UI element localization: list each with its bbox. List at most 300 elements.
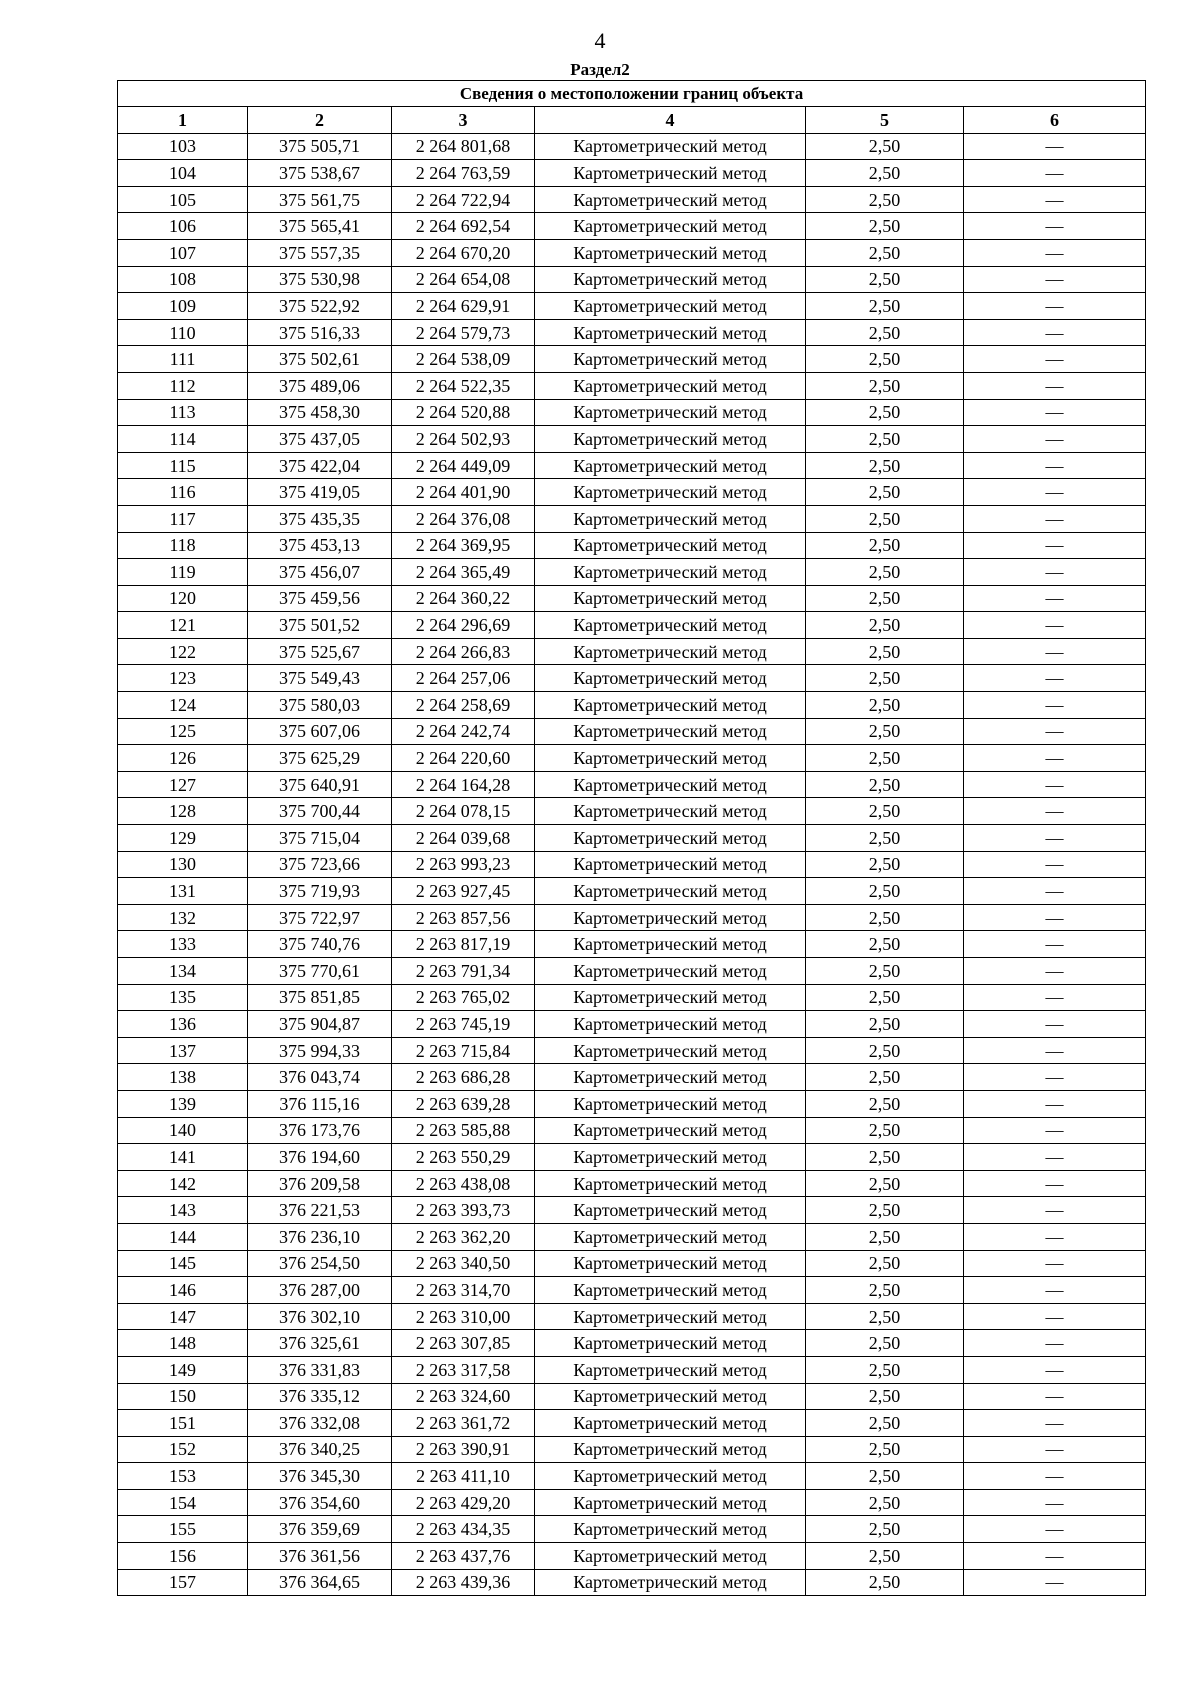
point-number-cell: 112	[118, 372, 248, 399]
method-cell: Картометрический метод	[535, 346, 806, 373]
y-coordinate-cell: 2 264 502,93	[392, 426, 535, 453]
method-cell: Картометрический метод	[535, 931, 806, 958]
accuracy-cell: 2,50	[806, 186, 964, 213]
table-row	[118, 372, 1146, 399]
y-coordinate-cell: 2 264 522,35	[392, 372, 535, 399]
accuracy-cell: 2,50	[806, 771, 964, 798]
accuracy-cell: 2,50	[806, 1090, 964, 1117]
description-cell: —	[964, 931, 1146, 958]
method-cell: Картометрический метод	[535, 186, 806, 213]
accuracy-cell: 2,50	[806, 319, 964, 346]
x-coordinate-cell: 375 422,04	[248, 452, 392, 479]
table-row	[118, 186, 1146, 213]
point-number-cell: 103	[118, 133, 248, 160]
description-cell: —	[964, 1144, 1146, 1171]
method-cell: Картометрический метод	[535, 1543, 806, 1570]
description-cell: —	[964, 771, 1146, 798]
y-coordinate-cell: 2 264 365,49	[392, 559, 535, 586]
method-cell: Картометрический метод	[535, 426, 806, 453]
description-cell: —	[964, 1250, 1146, 1277]
page-number: 4	[594, 28, 606, 53]
y-coordinate-cell: 2 263 437,76	[392, 1543, 535, 1570]
point-number-cell: 119	[118, 559, 248, 586]
description-cell: —	[964, 319, 1146, 346]
description-cell: —	[964, 1064, 1146, 1091]
point-number-cell: 131	[118, 878, 248, 905]
y-coordinate-cell: 2 264 763,59	[392, 160, 535, 187]
description-cell: —	[964, 479, 1146, 506]
method-cell: Картометрический метод	[535, 1037, 806, 1064]
description-cell: —	[964, 160, 1146, 187]
table-row	[118, 1170, 1146, 1197]
method-cell: Картометрический метод	[535, 718, 806, 745]
x-coordinate-cell: 376 236,10	[248, 1223, 392, 1250]
x-coordinate-cell: 376 359,69	[248, 1516, 392, 1543]
accuracy-cell: 2,50	[806, 745, 964, 772]
point-number-cell: 117	[118, 505, 248, 532]
x-coordinate-cell: 375 770,61	[248, 958, 392, 985]
x-coordinate-cell: 375 505,71	[248, 133, 392, 160]
accuracy-cell: 2,50	[806, 931, 964, 958]
method-cell: Картометрический метод	[535, 133, 806, 160]
description-cell: —	[964, 958, 1146, 985]
point-number-cell: 124	[118, 692, 248, 719]
column-header: 3	[392, 107, 535, 134]
description-cell: —	[964, 213, 1146, 240]
accuracy-cell: 2,50	[806, 213, 964, 240]
x-coordinate-cell: 376 354,60	[248, 1489, 392, 1516]
method-cell: Картометрический метод	[535, 1144, 806, 1171]
y-coordinate-cell: 2 264 722,94	[392, 186, 535, 213]
point-number-cell: 153	[118, 1463, 248, 1490]
description-cell: —	[964, 851, 1146, 878]
accuracy-cell: 2,50	[806, 1463, 964, 1490]
accuracy-cell: 2,50	[806, 160, 964, 187]
description-cell: —	[964, 904, 1146, 931]
point-number-cell: 122	[118, 638, 248, 665]
table-row	[118, 1144, 1146, 1171]
point-number-cell: 109	[118, 293, 248, 320]
description-cell: —	[964, 532, 1146, 559]
table-row	[118, 1277, 1146, 1304]
method-cell: Картометрический метод	[535, 559, 806, 586]
accuracy-cell: 2,50	[806, 1223, 964, 1250]
description-cell: —	[964, 1223, 1146, 1250]
x-coordinate-cell: 375 723,66	[248, 851, 392, 878]
table-row	[118, 1463, 1146, 1490]
x-coordinate-cell: 375 419,05	[248, 479, 392, 506]
x-coordinate-cell: 375 501,52	[248, 612, 392, 639]
accuracy-cell: 2,50	[806, 958, 964, 985]
x-coordinate-cell: 375 557,35	[248, 239, 392, 266]
point-number-cell: 151	[118, 1410, 248, 1437]
y-coordinate-cell: 2 263 791,34	[392, 958, 535, 985]
table-row	[118, 213, 1146, 240]
y-coordinate-cell: 2 263 390,91	[392, 1436, 535, 1463]
description-cell: —	[964, 798, 1146, 825]
x-coordinate-cell: 375 740,76	[248, 931, 392, 958]
accuracy-cell: 2,50	[806, 452, 964, 479]
x-coordinate-cell: 376 331,83	[248, 1356, 392, 1383]
y-coordinate-cell: 2 264 078,15	[392, 798, 535, 825]
y-coordinate-cell: 2 263 317,58	[392, 1356, 535, 1383]
column-header: 6	[964, 107, 1146, 134]
x-coordinate-cell: 375 435,35	[248, 505, 392, 532]
table-row	[118, 1356, 1146, 1383]
point-number-cell: 128	[118, 798, 248, 825]
y-coordinate-cell: 2 264 654,08	[392, 266, 535, 293]
x-coordinate-cell: 376 115,16	[248, 1090, 392, 1117]
accuracy-cell: 2,50	[806, 825, 964, 852]
point-number-cell: 139	[118, 1090, 248, 1117]
point-number-cell: 145	[118, 1250, 248, 1277]
description-cell: —	[964, 745, 1146, 772]
description-cell: —	[964, 1383, 1146, 1410]
description-cell: —	[964, 1436, 1146, 1463]
table-row	[118, 1117, 1146, 1144]
method-cell: Картометрический метод	[535, 452, 806, 479]
table-row	[118, 1090, 1146, 1117]
method-cell: Картометрический метод	[535, 293, 806, 320]
table-body	[118, 133, 1146, 1596]
point-number-cell: 154	[118, 1489, 248, 1516]
x-coordinate-cell: 376 335,12	[248, 1383, 392, 1410]
point-number-cell: 107	[118, 239, 248, 266]
description-cell: —	[964, 1516, 1146, 1543]
x-coordinate-cell: 375 530,98	[248, 266, 392, 293]
point-number-cell: 113	[118, 399, 248, 426]
method-cell: Картометрический метод	[535, 1330, 806, 1357]
accuracy-cell: 2,50	[806, 1064, 964, 1091]
point-number-cell: 147	[118, 1303, 248, 1330]
point-number-cell: 132	[118, 904, 248, 931]
boundary-coordinates-table	[117, 80, 1146, 1596]
table-row	[118, 798, 1146, 825]
column-header: 4	[535, 107, 806, 134]
method-cell: Картометрический метод	[535, 665, 806, 692]
method-cell: Картометрический метод	[535, 1223, 806, 1250]
accuracy-cell: 2,50	[806, 585, 964, 612]
method-cell: Картометрический метод	[535, 1197, 806, 1224]
table-row	[118, 266, 1146, 293]
method-cell: Картометрический метод	[535, 1410, 806, 1437]
description-cell: —	[964, 878, 1146, 905]
y-coordinate-cell: 2 263 550,29	[392, 1144, 535, 1171]
x-coordinate-cell: 375 525,67	[248, 638, 392, 665]
method-cell: Картометрический метод	[535, 532, 806, 559]
table-row	[118, 559, 1146, 586]
table-row	[118, 984, 1146, 1011]
point-number-cell: 118	[118, 532, 248, 559]
x-coordinate-cell: 376 364,65	[248, 1569, 392, 1596]
point-number-cell: 137	[118, 1037, 248, 1064]
method-cell: Картометрический метод	[535, 1383, 806, 1410]
table-header-row	[118, 107, 1146, 134]
table-row	[118, 638, 1146, 665]
description-cell: —	[964, 399, 1146, 426]
x-coordinate-cell: 376 194,60	[248, 1144, 392, 1171]
x-coordinate-cell: 375 565,41	[248, 213, 392, 240]
method-cell: Картометрический метод	[535, 1489, 806, 1516]
y-coordinate-cell: 2 263 361,72	[392, 1410, 535, 1437]
point-number-cell: 116	[118, 479, 248, 506]
description-cell: —	[964, 1117, 1146, 1144]
point-number-cell: 135	[118, 984, 248, 1011]
accuracy-cell: 2,50	[806, 133, 964, 160]
point-number-cell: 127	[118, 771, 248, 798]
y-coordinate-cell: 2 264 220,60	[392, 745, 535, 772]
table-caption: Сведения о местоположении границ объекта	[118, 81, 1146, 107]
x-coordinate-cell: 376 325,61	[248, 1330, 392, 1357]
table-row	[118, 532, 1146, 559]
table-row	[118, 319, 1146, 346]
point-number-cell: 143	[118, 1197, 248, 1224]
table-row	[118, 958, 1146, 985]
y-coordinate-cell: 2 264 801,68	[392, 133, 535, 160]
x-coordinate-cell: 375 561,75	[248, 186, 392, 213]
description-cell: —	[964, 239, 1146, 266]
accuracy-cell: 2,50	[806, 1037, 964, 1064]
y-coordinate-cell: 2 264 164,28	[392, 771, 535, 798]
point-number-cell: 152	[118, 1436, 248, 1463]
accuracy-cell: 2,50	[806, 1197, 964, 1224]
method-cell: Картометрический метод	[535, 1356, 806, 1383]
point-number-cell: 110	[118, 319, 248, 346]
method-cell: Картометрический метод	[535, 1303, 806, 1330]
method-cell: Картометрический метод	[535, 851, 806, 878]
y-coordinate-cell: 2 264 257,06	[392, 665, 535, 692]
table-row	[118, 878, 1146, 905]
y-coordinate-cell: 2 263 993,23	[392, 851, 535, 878]
x-coordinate-cell: 375 458,30	[248, 399, 392, 426]
y-coordinate-cell: 2 263 639,28	[392, 1090, 535, 1117]
y-coordinate-cell: 2 263 765,02	[392, 984, 535, 1011]
y-coordinate-cell: 2 263 439,36	[392, 1569, 535, 1596]
x-coordinate-cell: 375 904,87	[248, 1011, 392, 1038]
method-cell: Картометрический метод	[535, 585, 806, 612]
method-cell: Картометрический метод	[535, 505, 806, 532]
table-row	[118, 1543, 1146, 1570]
x-coordinate-cell: 375 700,44	[248, 798, 392, 825]
accuracy-cell: 2,50	[806, 638, 964, 665]
accuracy-cell: 2,50	[806, 266, 964, 293]
table-row	[118, 133, 1146, 160]
y-coordinate-cell: 2 263 393,73	[392, 1197, 535, 1224]
description-cell: —	[964, 638, 1146, 665]
method-cell: Картометрический метод	[535, 878, 806, 905]
y-coordinate-cell: 2 264 692,54	[392, 213, 535, 240]
point-number-cell: 125	[118, 718, 248, 745]
point-number-cell: 155	[118, 1516, 248, 1543]
accuracy-cell: 2,50	[806, 1144, 964, 1171]
point-number-cell: 150	[118, 1383, 248, 1410]
method-cell: Картометрический метод	[535, 213, 806, 240]
table-row	[118, 1197, 1146, 1224]
table-row	[118, 851, 1146, 878]
y-coordinate-cell: 2 264 258,69	[392, 692, 535, 719]
table-row	[118, 1383, 1146, 1410]
table-row	[118, 1330, 1146, 1357]
description-cell: —	[964, 372, 1146, 399]
table-row	[118, 479, 1146, 506]
accuracy-cell: 2,50	[806, 692, 964, 719]
table-row	[118, 612, 1146, 639]
accuracy-cell: 2,50	[806, 1330, 964, 1357]
accuracy-cell: 2,50	[806, 1410, 964, 1437]
accuracy-cell: 2,50	[806, 1303, 964, 1330]
point-number-cell: 146	[118, 1277, 248, 1304]
x-coordinate-cell: 376 361,56	[248, 1543, 392, 1570]
point-number-cell: 149	[118, 1356, 248, 1383]
accuracy-cell: 2,50	[806, 1543, 964, 1570]
x-coordinate-cell: 375 722,97	[248, 904, 392, 931]
table-row	[118, 1489, 1146, 1516]
point-number-cell: 106	[118, 213, 248, 240]
method-cell: Картометрический метод	[535, 160, 806, 187]
method-cell: Картометрический метод	[535, 771, 806, 798]
table-row	[118, 825, 1146, 852]
x-coordinate-cell: 375 456,07	[248, 559, 392, 586]
x-coordinate-cell: 375 580,03	[248, 692, 392, 719]
point-number-cell: 144	[118, 1223, 248, 1250]
column-header: 2	[248, 107, 392, 134]
accuracy-cell: 2,50	[806, 612, 964, 639]
y-coordinate-cell: 2 263 340,50	[392, 1250, 535, 1277]
table-row	[118, 1436, 1146, 1463]
description-cell: —	[964, 1303, 1146, 1330]
method-cell: Картометрический метод	[535, 984, 806, 1011]
method-cell: Картометрический метод	[535, 1064, 806, 1091]
table-row	[118, 1569, 1146, 1596]
point-number-cell: 136	[118, 1011, 248, 1038]
y-coordinate-cell: 2 264 629,91	[392, 293, 535, 320]
description-cell: —	[964, 1489, 1146, 1516]
method-cell: Картометрический метод	[535, 1436, 806, 1463]
description-cell: —	[964, 585, 1146, 612]
x-coordinate-cell: 375 549,43	[248, 665, 392, 692]
description-cell: —	[964, 825, 1146, 852]
table-row	[118, 1011, 1146, 1038]
y-coordinate-cell: 2 263 429,20	[392, 1489, 535, 1516]
description-cell: —	[964, 1090, 1146, 1117]
y-coordinate-cell: 2 263 715,84	[392, 1037, 535, 1064]
y-coordinate-cell: 2 264 369,95	[392, 532, 535, 559]
y-coordinate-cell: 2 263 585,88	[392, 1117, 535, 1144]
method-cell: Картометрический метод	[535, 958, 806, 985]
accuracy-cell: 2,50	[806, 293, 964, 320]
x-coordinate-cell: 375 640,91	[248, 771, 392, 798]
point-number-cell: 134	[118, 958, 248, 985]
accuracy-cell: 2,50	[806, 798, 964, 825]
y-coordinate-cell: 2 263 310,00	[392, 1303, 535, 1330]
x-coordinate-cell: 375 502,61	[248, 346, 392, 373]
accuracy-cell: 2,50	[806, 878, 964, 905]
description-cell: —	[964, 1543, 1146, 1570]
point-number-cell: 133	[118, 931, 248, 958]
table-row	[118, 452, 1146, 479]
method-cell: Картометрический метод	[535, 745, 806, 772]
point-number-cell: 120	[118, 585, 248, 612]
description-cell: —	[964, 346, 1146, 373]
method-cell: Картометрический метод	[535, 692, 806, 719]
x-coordinate-cell: 375 522,92	[248, 293, 392, 320]
column-header: 1	[118, 107, 248, 134]
table-row	[118, 1303, 1146, 1330]
x-coordinate-cell: 375 453,13	[248, 532, 392, 559]
table-row	[118, 692, 1146, 719]
accuracy-cell: 2,50	[806, 1383, 964, 1410]
method-cell: Картометрический метод	[535, 479, 806, 506]
y-coordinate-cell: 2 264 039,68	[392, 825, 535, 852]
point-number-cell: 142	[118, 1170, 248, 1197]
table-row	[118, 293, 1146, 320]
method-cell: Картометрический метод	[535, 1463, 806, 1490]
point-number-cell: 156	[118, 1543, 248, 1570]
description-cell: —	[964, 665, 1146, 692]
accuracy-cell: 2,50	[806, 532, 964, 559]
x-coordinate-cell: 375 437,05	[248, 426, 392, 453]
point-number-cell: 138	[118, 1064, 248, 1091]
x-coordinate-cell: 375 851,85	[248, 984, 392, 1011]
accuracy-cell: 2,50	[806, 984, 964, 1011]
accuracy-cell: 2,50	[806, 1489, 964, 1516]
table-row	[118, 1516, 1146, 1543]
method-cell: Картометрический метод	[535, 1090, 806, 1117]
column-header: 5	[806, 107, 964, 134]
table-caption-row	[118, 81, 1146, 107]
x-coordinate-cell: 376 345,30	[248, 1463, 392, 1490]
x-coordinate-cell: 376 043,74	[248, 1064, 392, 1091]
description-cell: —	[964, 1037, 1146, 1064]
description-cell: —	[964, 1011, 1146, 1038]
accuracy-cell: 2,50	[806, 1170, 964, 1197]
method-cell: Картометрический метод	[535, 372, 806, 399]
x-coordinate-cell: 376 221,53	[248, 1197, 392, 1224]
x-coordinate-cell: 376 332,08	[248, 1410, 392, 1437]
description-cell: —	[964, 1569, 1146, 1596]
description-cell: —	[964, 1463, 1146, 1490]
table-row	[118, 745, 1146, 772]
description-cell: —	[964, 452, 1146, 479]
y-coordinate-cell: 2 263 857,56	[392, 904, 535, 931]
method-cell: Картометрический метод	[535, 319, 806, 346]
y-coordinate-cell: 2 263 927,45	[392, 878, 535, 905]
table-row	[118, 904, 1146, 931]
table-row	[118, 665, 1146, 692]
accuracy-cell: 2,50	[806, 559, 964, 586]
x-coordinate-cell: 375 625,29	[248, 745, 392, 772]
description-cell: —	[964, 692, 1146, 719]
y-coordinate-cell: 2 263 745,19	[392, 1011, 535, 1038]
x-coordinate-cell: 375 538,67	[248, 160, 392, 187]
table-row	[118, 399, 1146, 426]
description-cell: —	[964, 1356, 1146, 1383]
y-coordinate-cell: 2 263 438,08	[392, 1170, 535, 1197]
y-coordinate-cell: 2 263 314,70	[392, 1277, 535, 1304]
table-row	[118, 426, 1146, 453]
accuracy-cell: 2,50	[806, 851, 964, 878]
y-coordinate-cell: 2 263 434,35	[392, 1516, 535, 1543]
method-cell: Картометрический метод	[535, 1516, 806, 1543]
point-number-cell: 115	[118, 452, 248, 479]
point-number-cell: 108	[118, 266, 248, 293]
accuracy-cell: 2,50	[806, 346, 964, 373]
point-number-cell: 123	[118, 665, 248, 692]
x-coordinate-cell: 376 209,58	[248, 1170, 392, 1197]
table-row	[118, 1410, 1146, 1437]
accuracy-cell: 2,50	[806, 1356, 964, 1383]
point-number-cell: 111	[118, 346, 248, 373]
